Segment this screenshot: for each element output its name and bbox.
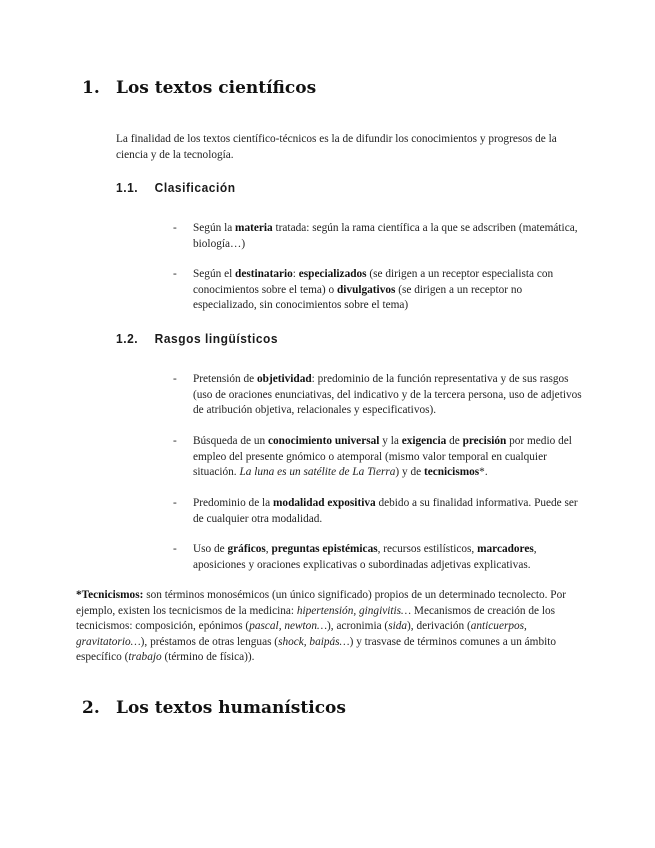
- section-heading-2: [82, 698, 346, 718]
- emphasis: modalidad expositiva: [273, 497, 376, 509]
- text-run: Búsqueda de un: [193, 435, 268, 447]
- list-item: [173, 496, 583, 527]
- bullet-dash: -: [173, 373, 177, 385]
- text-run: Pretensión de: [193, 373, 258, 385]
- emphasis: materia: [235, 222, 273, 234]
- note-label: *Tecnicismos:: [76, 589, 144, 601]
- list-item: [173, 267, 583, 314]
- subsection-number: 1.1.: [116, 180, 139, 195]
- tecnicismos-note: [76, 588, 581, 666]
- text-run: tratada: según la rama científica a la que se adscriben (matemática, biología…): [193, 222, 578, 250]
- text-run: Uso de: [193, 543, 228, 555]
- text-run: son términos monosémicos (un único significado) propios de un determinado tecnolecto. Por ejemplo, existen los tecnicismos de la medicina:: [76, 589, 566, 617]
- text-run: Predominio de la: [193, 497, 274, 509]
- text-run: (término de física)).: [161, 651, 255, 663]
- example-italic: sida: [388, 620, 408, 632]
- text-run: ) y trasvase de términos comunes a un ámbito específico (: [76, 635, 557, 663]
- text-run: : predominio de la función representativa y de sus rasgos (uso de oraciones enunciativas, del indicativo y de la tercera persona, uso de adjetivos de atribución objetiva, relacionales y especificativos).: [193, 373, 582, 416]
- subsection-title: Clasificación: [154, 180, 236, 195]
- section-number: 2.: [82, 698, 100, 718]
- emphasis: gráficos: [227, 543, 266, 555]
- emphasis: especializados: [298, 268, 367, 280]
- text-run: ,: [265, 543, 272, 555]
- text-run: ), derivación (: [407, 620, 471, 632]
- example-italic: hipertensión, gingivitis…: [296, 604, 412, 617]
- example-italic: shock, baipás…: [278, 635, 350, 648]
- subsection-heading-clasificacion: [116, 180, 236, 195]
- text-run: debido a su finalidad informativa. Puede ser de cualquier otra modalidad.: [193, 497, 578, 525]
- list-item: [173, 372, 583, 419]
- bullet-dash: -: [173, 543, 177, 555]
- subsection-number: 1.2.: [116, 331, 139, 346]
- section-title: Los textos humanísticos: [116, 698, 346, 718]
- text-run: , recursos estilísticos,: [377, 543, 478, 555]
- text-run: ) y de: [395, 466, 424, 478]
- list-item: [173, 434, 583, 481]
- bullet-dash: -: [173, 268, 177, 280]
- emphasis: conocimiento universal: [268, 435, 380, 447]
- text-run: ), préstamos de otras lenguas (: [140, 635, 279, 648]
- example-italic: pascal, newton…: [249, 620, 328, 632]
- text-run: ), acronimia (: [327, 620, 389, 632]
- subsection-heading-rasgos: [116, 331, 278, 346]
- emphasis: destinatario: [235, 268, 293, 280]
- example-italic: trabajo: [128, 651, 162, 663]
- emphasis: objetividad: [257, 373, 312, 385]
- text-run: de: [446, 435, 463, 447]
- section-heading-1: [82, 78, 316, 98]
- emphasis: marcadores: [477, 543, 534, 555]
- example-italic: La luna es un satélite de La Tierra: [239, 466, 396, 478]
- bullet-dash: -: [173, 222, 177, 234]
- text-run: (se dirigen a un receptor especialista con conocimientos sobre el tema) o: [193, 268, 554, 296]
- bullet-dash: -: [173, 435, 177, 447]
- example-italic: anticuerpos, gravitatorio…: [76, 620, 527, 648]
- emphasis: tecnicismos: [423, 466, 480, 478]
- text-run: *.: [479, 466, 488, 478]
- emphasis: exigencia: [401, 435, 447, 447]
- bullet-dash: -: [173, 497, 177, 509]
- text-run: Según la: [193, 222, 236, 234]
- intro-paragraph: La finalidad de los textos científico-técnicos es la de difundir los conocimientos y progresos de la ciencia y de la tecnología.: [116, 133, 557, 161]
- emphasis: divulgativos: [337, 283, 396, 296]
- list-item: [173, 542, 583, 573]
- subsection-title: Rasgos lingüísticos: [154, 331, 279, 346]
- text-run: por medio del empleo del presente gnómico o atemporal (mismo valor temporal en cualquier situación.: [193, 435, 572, 478]
- text-run: y la: [379, 435, 402, 447]
- text-run: (se dirigen a un receptor no especializado, sin conocimientos sobre el tema): [193, 283, 523, 311]
- emphasis: precisión: [462, 435, 507, 447]
- section-title: Los textos científicos: [116, 78, 317, 98]
- text-run: Según el: [193, 268, 236, 280]
- section-number: 1.: [82, 78, 100, 98]
- list-item: [173, 221, 583, 252]
- emphasis: preguntas epistémicas: [271, 543, 378, 555]
- text-run: :: [292, 268, 299, 280]
- text-run: Mecanismos de creación de los tecnicismos: composición, epónimos (: [76, 604, 556, 632]
- text-run: , aposiciones y oraciones explicativas o subordinadas adjetivas explicativas.: [193, 543, 537, 571]
